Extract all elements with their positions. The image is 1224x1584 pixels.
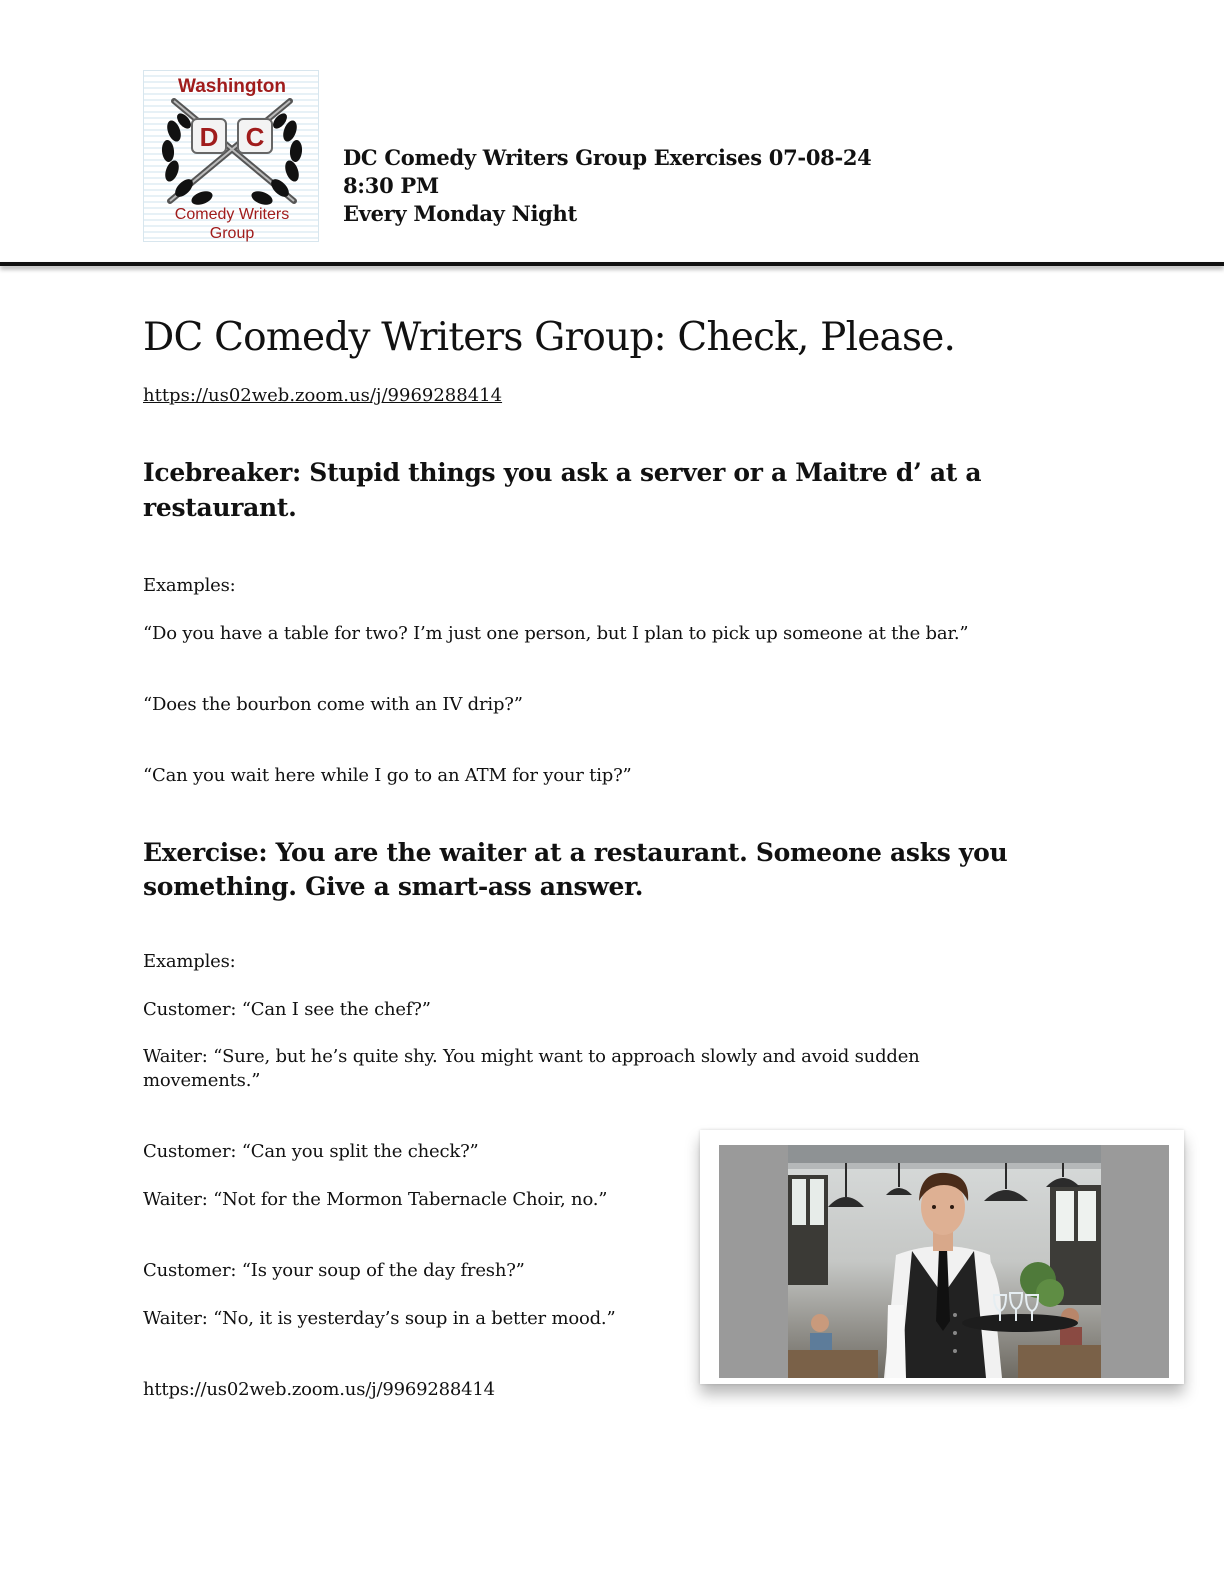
group-logo — [143, 70, 319, 242]
logo-letter-c: C — [245, 122, 265, 152]
footer-zoom-link[interactable]: https://us02web.zoom.us/j/9969288414 — [143, 1379, 495, 1400]
header-event-title: DC Comedy Writers Group Exercises 07-08-24 — [343, 145, 872, 170]
icebreaker-heading: Icebreaker: Stupid things you ask a server or a Maitre d’ at a restaurant. — [143, 458, 982, 522]
exercise-line-5: Customer: “Is your soup of the day fresh?” — [143, 1260, 525, 1281]
logo-graphic — [144, 71, 320, 243]
waiter-photo — [788, 1145, 1101, 1378]
waiter-photo-frame — [700, 1130, 1184, 1384]
zoom-link[interactable]: https://us02web.zoom.us/j/9969288414 — [143, 385, 503, 406]
icebreaker-example-1: “Do you have a table for two? I’m just one person, but I plan to pick up someone at the bar.” — [143, 623, 969, 644]
exercise-heading: Exercise: You are the waiter at a restaurant. Someone asks you something. Give a smart-ass answer. — [143, 838, 1008, 901]
exercise-line-1: Customer: “Can I see the chef?” — [143, 999, 431, 1020]
logo-bottom-text-2: Group — [209, 225, 255, 242]
exercise-line-2: Waiter: “Sure, but he’s quite shy. You might want to approach slowly and avoid sudden movements.” — [143, 1046, 920, 1091]
logo-letter-d: D — [199, 122, 219, 152]
header-divider — [0, 262, 1224, 266]
exercise-line-6: Waiter: “No, it is yesterday’s soup in a better mood.” — [143, 1308, 616, 1329]
header-time: 8:30 PM — [343, 173, 439, 198]
logo-bottom-text-1: Comedy Writers — [174, 206, 290, 223]
waiter-illustration — [788, 1145, 1101, 1378]
header-schedule: Every Monday Night — [343, 201, 577, 226]
exercise-line-4: Waiter: “Not for the Mormon Tabernacle Choir, no.” — [143, 1189, 608, 1210]
icebreaker-example-2: “Does the bourbon come with an IV drip?” — [143, 694, 523, 715]
exercise-examples-label: Examples: — [143, 951, 236, 972]
icebreaker-example-3: “Can you wait here while I go to an ATM for your tip?” — [143, 765, 632, 786]
header-info — [343, 144, 871, 228]
icebreaker-examples-label: Examples: — [143, 575, 236, 596]
logo-top-text: Washington — [178, 76, 286, 97]
page-title: DC Comedy Writers Group: Check, Please. — [143, 315, 956, 360]
exercise-line-3: Customer: “Can you split the check?” — [143, 1141, 479, 1162]
